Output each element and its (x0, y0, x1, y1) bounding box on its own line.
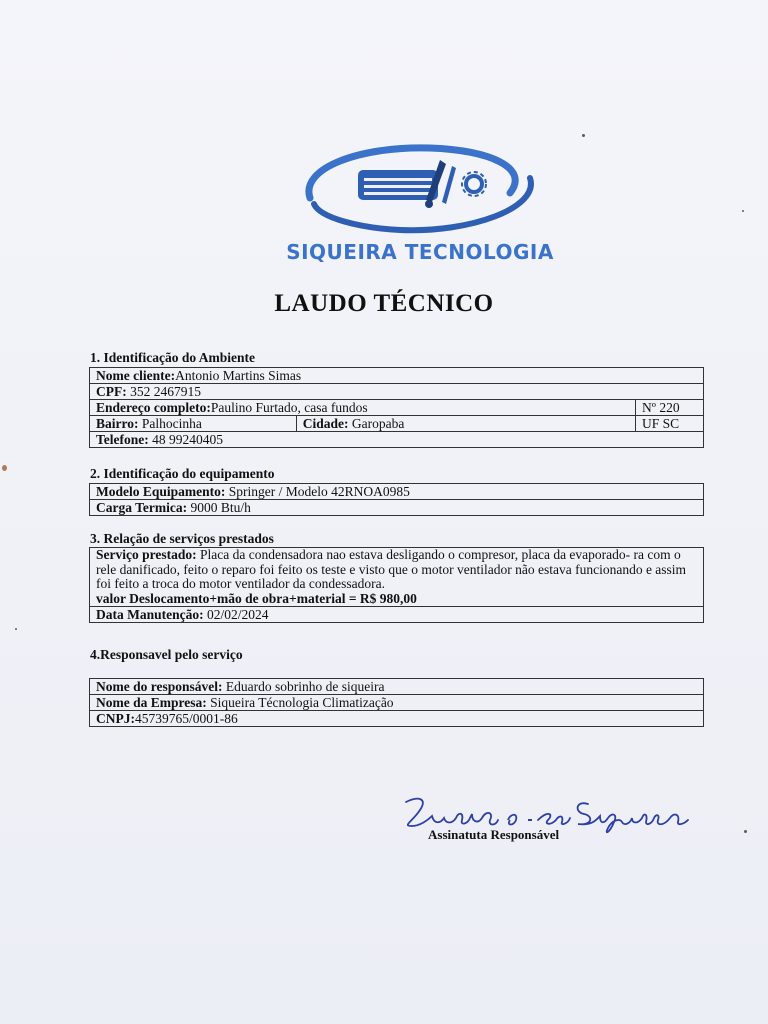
city-value: Garopaba (348, 416, 405, 431)
page-title: LAUDO TÉCNICO (274, 290, 494, 317)
field-label: CNPJ: (96, 711, 135, 726)
section4-title: 4.Responsavel pelo serviço (90, 647, 243, 662)
signature-caption: Assinatuta Responsável (428, 827, 560, 842)
service-description-cell (90, 548, 704, 607)
paper-speck (582, 134, 585, 137)
table-row (90, 416, 704, 432)
field-label: CPF: (96, 384, 127, 399)
paper-speck (742, 210, 744, 212)
paper-speck (15, 628, 17, 630)
paper-speck (2, 465, 7, 471)
client-name-value: Antonio Martins Simas (175, 368, 302, 383)
table-row (90, 484, 704, 500)
table-row (90, 607, 704, 623)
company-logo (270, 132, 570, 272)
company-value: Siqueira Técnologia Climatização (206, 695, 394, 710)
thermal-load-cell (90, 500, 704, 516)
field-label: Modelo Equipamento: (96, 484, 226, 499)
table-row (90, 548, 704, 607)
field-label: Endereço completo: (96, 400, 211, 415)
field-label: Telefone: (96, 432, 149, 447)
service-total-value: valor Deslocamento+mão de obra+material = R$ 980,00 (96, 590, 417, 606)
field-label: Carga Termica: (96, 500, 188, 515)
neighborhood-value: Palhocinha (138, 416, 202, 431)
city-cell (296, 416, 635, 432)
cpf-value: 352 2467915 (126, 384, 201, 399)
number-cell: Nº 220 (636, 400, 704, 416)
company-cell (90, 695, 704, 711)
field-label: Nome do responsável: (96, 679, 223, 694)
responsible-table (89, 678, 704, 727)
cnpj-cell (90, 711, 704, 727)
phone-value: 48 99240405 (148, 432, 223, 447)
table-row (90, 368, 704, 384)
table-row (90, 432, 704, 448)
field-label: Nome cliente: (96, 368, 176, 383)
field-label: Nome da Empresa: (96, 695, 207, 710)
field-label: Bairro: (96, 416, 139, 431)
table-row (90, 695, 704, 711)
responsible-value: Eduardo sobrinho de siqueira (222, 679, 385, 694)
table-row (90, 679, 704, 695)
thermal-load-value: 9000 Btu/h (187, 500, 251, 515)
client-name-cell (90, 368, 704, 384)
table-row (90, 400, 704, 416)
maintenance-date-cell (90, 607, 704, 623)
field-label: Serviço prestado: (96, 547, 197, 562)
address-cell (90, 400, 636, 416)
field-label: Data Manutenção: (96, 607, 204, 622)
phone-cell (90, 432, 704, 448)
equipment-table (89, 483, 704, 516)
maintenance-date-value: 02/02/2024 (203, 607, 269, 622)
cnpj-value: 45739765/0001-86 (135, 711, 238, 726)
service-description-value: Placa da condensadora nao estava desligando o compresor, placa da evaporado- ra com o rele danificado, feito o reparo foi feito os teste e visto que o motor ventilador não estava funcionando e assim foi feito a troca do motor ventilador da condessadora. (96, 547, 687, 591)
state-cell: UF SC (636, 416, 704, 432)
section2-title: 2. Identificação do equipamento (90, 466, 275, 481)
field-label: Cidade: (302, 416, 349, 431)
model-value: Springer / Modelo 42RNOA0985 (225, 484, 410, 499)
model-cell (90, 484, 704, 500)
client-table (89, 367, 704, 448)
address-value: Paulino Furtado, casa fundos (210, 400, 368, 415)
neighborhood-cell (90, 416, 297, 432)
table-row (90, 384, 704, 400)
section3-title: 3. Relação de serviços prestados (90, 531, 274, 546)
responsible-cell (90, 679, 704, 695)
air-conditioner-tools-icon (300, 138, 540, 238)
table-row (90, 500, 704, 516)
section1-title: 1. Identificação do Ambiente (90, 350, 255, 365)
services-table (89, 547, 704, 623)
paper-speck (744, 830, 747, 833)
company-name: SIQUEIRA TECNOLOGIA (286, 240, 554, 264)
table-row (90, 711, 704, 727)
cpf-cell (90, 384, 704, 400)
